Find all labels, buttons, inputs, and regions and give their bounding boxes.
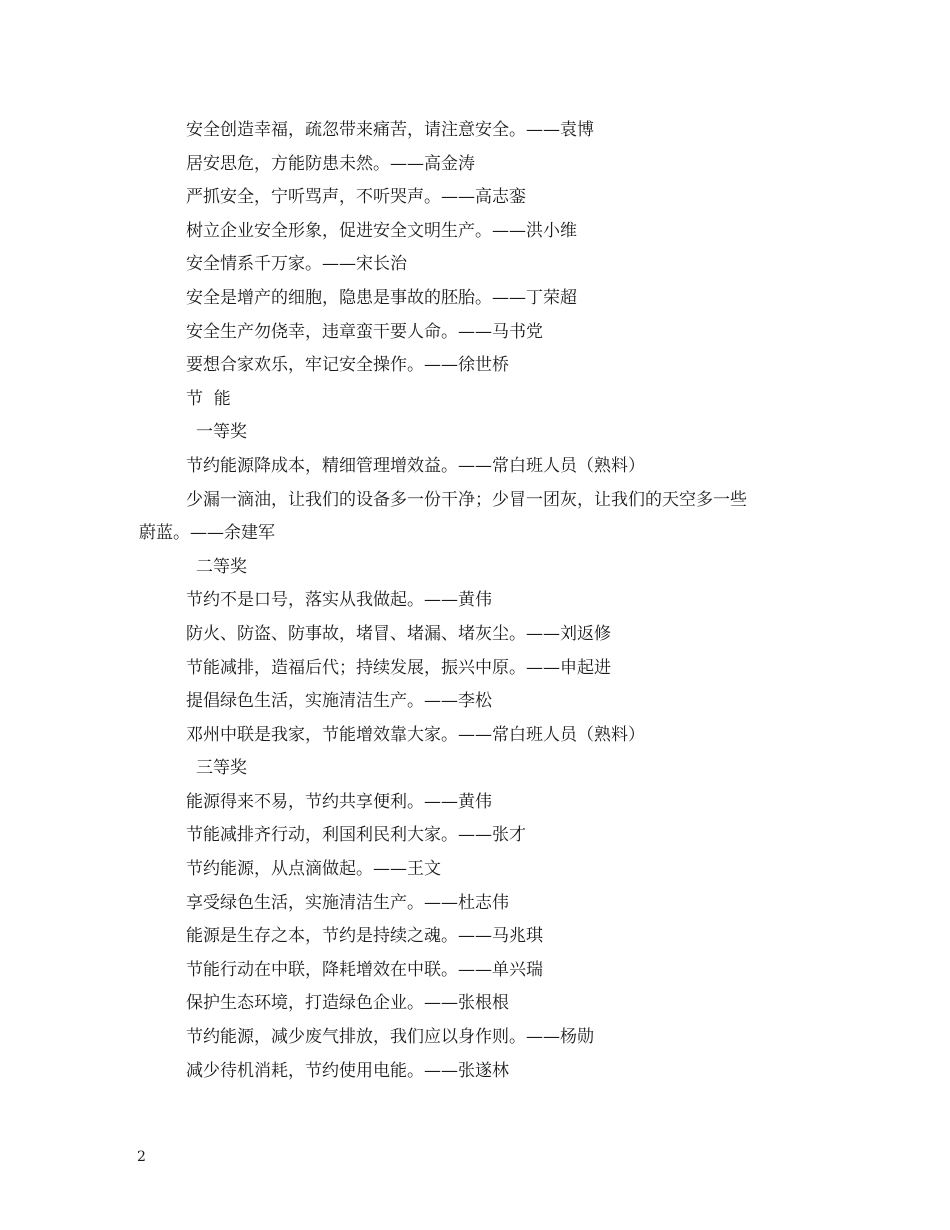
slogan-line: 节约不是口号，落实从我做起。——黄伟 bbox=[186, 590, 492, 611]
slogan-line: 安全情系千万家。——宋长治 bbox=[186, 254, 407, 275]
slogan-line: 节能行动在中联，降耗增效在中联。——单兴瑞 bbox=[186, 959, 543, 980]
slogan-line: 居安思危，方能防患未然。——高金涛 bbox=[186, 153, 475, 174]
slogan-line: 减少待机消耗，节约使用电能。——张遂林 bbox=[186, 1060, 509, 1081]
slogan-line: 安全创造幸福，疏忽带来痛苦，请注意安全。——袁博 bbox=[186, 120, 594, 140]
slogan-line: 防火、防盗、防事故，堵冒、堵漏、堵灰尘。——刘返修 bbox=[186, 623, 611, 644]
slogan-line: 提倡绿色生活，实施清洁生产。——李松 bbox=[186, 691, 492, 712]
slogan-line: 严抓安全，宁听骂声，不听哭声。——高志銮 bbox=[186, 187, 526, 208]
slogan-line: 节约能源，减少废气排放，我们应以身作则。——杨勋 bbox=[186, 1027, 594, 1048]
section-heading: 节 能 bbox=[186, 388, 231, 409]
slogan-line: 能源得来不易，节约共享便利。——黄伟 bbox=[186, 791, 492, 812]
slogan-line: 树立企业安全形象，促进安全文明生产。——洪小维 bbox=[186, 220, 577, 241]
slogan-line: 少漏一滴油，让我们的设备多一份干净；少冒一团灰，让我们的天空多一些 bbox=[186, 489, 747, 510]
first-prize-label: 一等奖 bbox=[196, 422, 247, 443]
second-prize-label: 二等奖 bbox=[196, 556, 247, 577]
page-number: 2 bbox=[137, 1149, 146, 1165]
slogan-line: 安全是增产的细胞，隐患是事故的胚胎。——丁荣超 bbox=[186, 287, 577, 308]
third-prize-label: 三等奖 bbox=[196, 758, 247, 779]
slogan-line: 保护生态环境，打造绿色企业。——张根根 bbox=[186, 993, 509, 1014]
slogan-line-continuation: 蔚蓝。——余建军 bbox=[139, 523, 275, 544]
slogan-line: 要想合家欢乐，牢记安全操作。——徐世桥 bbox=[186, 355, 509, 376]
document-body bbox=[139, 114, 826, 1088]
slogan-line: 节约能源，从点滴做起。——王文 bbox=[186, 859, 441, 880]
slogan-line: 能源是生存之本，节约是持续之魂。——马兆琪 bbox=[186, 926, 543, 947]
slogan-line: 安全生产勿侥幸，违章蛮干要人命。——马书党 bbox=[186, 321, 543, 342]
slogan-line: 节能减排，造福后代；持续发展，振兴中原。——申起进 bbox=[186, 657, 611, 678]
slogan-line: 邓州中联是我家，节能增效靠大家。——常白班人员（熟料） bbox=[186, 724, 645, 745]
slogan-line: 享受绿色生活，实施清洁生产。——杜志伟 bbox=[186, 892, 509, 913]
slogan-line: 节能减排齐行动，利国利民利大家。——张才 bbox=[186, 825, 526, 846]
slogan-line: 节约能源降成本，精细管理增效益。——常白班人员（熟料） bbox=[186, 455, 645, 476]
